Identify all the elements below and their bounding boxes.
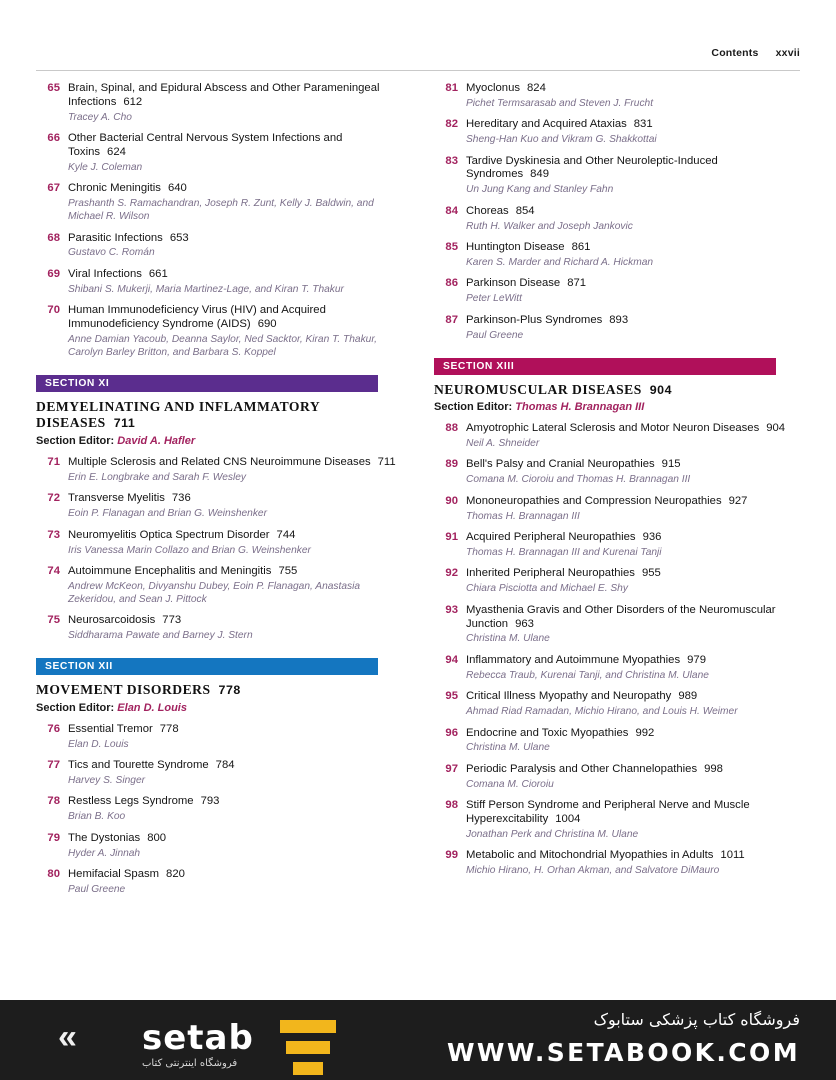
chapter-number: 69 <box>47 267 60 280</box>
chapter-title <box>466 849 800 863</box>
footer-banner <box>0 1000 836 1080</box>
chapter-number: 98 <box>445 799 458 812</box>
chapter-title <box>68 529 402 543</box>
chapter-title-text: The Dystonias <box>68 831 141 844</box>
chapter-number: 94 <box>445 653 458 666</box>
chapter-title-text: Neurosarcoidosis <box>68 614 156 627</box>
chapter-number: 72 <box>47 492 60 505</box>
toc-entry[interactable] <box>36 456 402 484</box>
chapter-title <box>68 232 402 246</box>
entry-body <box>68 759 402 787</box>
chapter-title-text: Brain, Spinal, and Epidural Abscess and Other Parameningeal Infections <box>68 82 380 108</box>
toc-entry[interactable] <box>36 529 402 557</box>
section-editor <box>36 702 402 714</box>
section-editor-name: David A. Hafler <box>117 435 196 448</box>
chapter-title-text: Viral Infections <box>68 267 142 280</box>
chapter-title <box>68 132 402 160</box>
chapter-number: 90 <box>445 494 458 507</box>
chapter-number: 80 <box>47 868 60 881</box>
chapter-title-text: Multiple Sclerosis and Related CNS Neuroimmune Diseases <box>68 456 371 469</box>
chapter-authors: Harvey S. Singer <box>68 774 146 786</box>
section-editor-name: Thomas H. Brannagan III <box>515 401 645 414</box>
toc-entry[interactable] <box>434 690 800 718</box>
chapter-page-number: 893 <box>609 313 629 326</box>
chapter-number: 65 <box>47 82 60 94</box>
section-editor-label: Section Editor: <box>434 401 513 414</box>
header-page-number: xxvii <box>775 47 800 59</box>
chapter-title <box>466 277 800 291</box>
chapter-number: 88 <box>445 422 458 435</box>
entry-body <box>466 763 800 791</box>
section-title-text: NEUROMUSCULAR DISEASES <box>434 381 642 397</box>
chapter-number: 93 <box>445 603 458 616</box>
chapter-title-text: Huntington Disease <box>466 241 565 254</box>
chapter-title-text: Restless Legs Syndrome <box>68 795 194 808</box>
entry-body <box>68 304 402 359</box>
chapter-page-number: 773 <box>162 614 182 627</box>
chapter-title-text: Choreas <box>466 204 509 217</box>
chapter-page-number: 820 <box>166 868 185 881</box>
chapter-title-text: Tics and Tourette Syndrome <box>68 759 209 772</box>
chapter-title-text: Inflammatory and Autoimmune Myopathies <box>466 653 681 666</box>
chapter-number: 71 <box>47 456 60 469</box>
chapter-title <box>466 155 800 183</box>
section-banner: SECTION XIII <box>434 358 776 375</box>
chapter-title <box>466 727 800 741</box>
chapter-title-text: Parasitic Infections <box>68 231 163 244</box>
entry-body <box>68 614 402 642</box>
section-banner: SECTION XII <box>36 658 378 675</box>
chapter-authors: Michio Hirano, H. Orhan Akman, and Salvatore DiMauro <box>466 865 720 877</box>
chapter-authors: Shibani S. Mukerji, Maria Martinez-Lage, and Kiran T. Thakur <box>68 283 344 295</box>
chapter-number: 91 <box>445 531 458 544</box>
chapter-title <box>68 268 402 282</box>
chapter-page-number: 653 <box>169 231 189 244</box>
toc-entry[interactable] <box>434 849 800 877</box>
chapter-page-number: 824 <box>527 82 546 94</box>
chapter-title-text: Acquired Peripheral Neuropathies <box>466 531 636 544</box>
toc-entry[interactable] <box>434 155 800 197</box>
chapter-title-text: Transverse Myelitis <box>68 492 165 505</box>
toc-entry[interactable] <box>434 118 800 146</box>
toc-columns <box>36 82 800 904</box>
chapter-page-number: 979 <box>687 653 706 666</box>
chapter-authors: Pichet Termsarasab and Steven J. Frucht <box>466 97 654 109</box>
chapter-page-number: 936 <box>642 531 662 544</box>
chapter-page-number: 755 <box>278 565 298 578</box>
chapter-authors: Ahmad Riad Ramadan, Michio Hirano, and Louis H. Weimer <box>466 706 738 718</box>
toc-entry[interactable] <box>36 492 402 520</box>
chapter-authors: Christina M. Ulane <box>466 633 550 645</box>
chapter-number: 83 <box>445 154 458 167</box>
chapter-title <box>466 654 800 668</box>
chapter-title <box>466 690 800 704</box>
chapter-page-number: 998 <box>704 762 723 775</box>
chapter-title <box>68 565 402 579</box>
entry-body <box>68 832 402 860</box>
chapter-title-text: Inherited Peripheral Neuropathies <box>466 567 635 580</box>
chapter-title-text: Mononeuropathies and Compression Neuropathies <box>466 494 722 507</box>
chapter-authors: Iris Vanessa Marin Collazo and Brian G. Weinshenker <box>68 544 311 556</box>
chapter-number: 78 <box>47 795 60 808</box>
toc-entry[interactable] <box>36 304 402 359</box>
chapter-page-number: 989 <box>678 690 698 703</box>
chapter-number: 74 <box>47 565 60 578</box>
chapter-title-text: Critical Illness Myopathy and Neuropathy <box>466 690 672 703</box>
chevron-left-icon: « <box>58 1018 77 1056</box>
chapter-title-text: Parkinson-Plus Syndromes <box>466 313 603 326</box>
chapter-number: 84 <box>445 204 458 217</box>
chapter-title-text: Tardive Dyskinesia and Other Neuroleptic-Induced Syndromes <box>466 154 718 181</box>
chapter-number: 95 <box>445 690 458 703</box>
chapter-number: 66 <box>47 132 60 145</box>
chapter-page-number: 624 <box>107 145 126 158</box>
chapter-title-text: Parkinson Disease <box>466 277 561 290</box>
toc-entry[interactable] <box>36 565 402 606</box>
section-page-number: 711 <box>113 416 136 431</box>
chapter-page-number: 736 <box>171 492 191 505</box>
chapter-title <box>68 759 402 773</box>
chapter-title <box>68 723 402 737</box>
chapter-title <box>68 614 402 628</box>
toc-entry[interactable] <box>434 531 800 559</box>
chapter-number: 76 <box>47 722 60 735</box>
chapter-page-number: 955 <box>641 567 661 580</box>
chapter-title-text: Neuromyelitis Optica Spectrum Disorder <box>68 528 270 541</box>
section-page-number: 904 <box>649 382 672 397</box>
chapter-title <box>466 495 800 509</box>
chapter-number: 70 <box>47 304 60 317</box>
section-editor-name: Elan D. Louis <box>117 701 187 714</box>
chapter-title <box>68 492 402 506</box>
chapter-authors: Hyder A. Jinnah <box>68 847 141 859</box>
chapter-page-number: 871 <box>567 277 587 290</box>
chapter-authors: Sheng-Han Kuo and Vikram G. Shakkottai <box>466 134 657 146</box>
toc-entry[interactable] <box>434 495 800 523</box>
toc-column-right <box>434 82 800 886</box>
entry-body <box>466 241 800 269</box>
chapter-title <box>466 422 800 436</box>
toc-entry[interactable] <box>36 132 402 174</box>
toc-entry[interactable] <box>36 759 402 787</box>
entry-body <box>466 531 800 559</box>
chapter-title <box>466 205 800 219</box>
entry-body <box>466 654 800 682</box>
chapter-title <box>466 567 800 581</box>
chapter-page-number: 927 <box>728 494 748 507</box>
chapter-title <box>466 458 800 472</box>
chapter-title <box>466 241 800 255</box>
chapter-authors: Comana M. Cioroiu and Thomas H. Brannagan III <box>466 474 691 486</box>
chapter-title-text: Hemifacial Spasm <box>68 868 160 881</box>
brand-subtitle: فروشگاه اینترنتی کتاب <box>142 1058 238 1069</box>
entry-body <box>466 118 800 146</box>
chapter-authors: Erin E. Longbrake and Sarah F. Wesley <box>68 471 247 483</box>
brand-wordmark: setab <box>142 1018 254 1058</box>
chapter-authors: Gustavo C. Román <box>68 247 155 259</box>
entry-body <box>466 849 800 877</box>
chapter-page-number: 854 <box>515 204 535 217</box>
chapter-page-number: 904 <box>766 422 786 435</box>
chapter-title <box>68 182 402 196</box>
chapter-page-number: 793 <box>200 795 220 808</box>
chapter-title <box>466 82 800 96</box>
chapter-number: 86 <box>445 277 458 290</box>
chapter-title-text: Endocrine and Toxic Myopathies <box>466 726 629 739</box>
chapter-authors: Christina M. Ulane <box>466 742 550 754</box>
toc-entry[interactable] <box>36 614 402 642</box>
entry-body <box>466 422 800 450</box>
chapter-title-text: Stiff Person Syndrome and Peripheral Nerve and Muscle Hyperexcitability <box>466 799 750 825</box>
chapter-title <box>466 763 800 777</box>
chapter-number: 79 <box>47 831 60 844</box>
toc-entry[interactable] <box>434 604 800 646</box>
header-label: Contents <box>711 47 759 59</box>
chapter-number: 99 <box>445 849 458 862</box>
footer-persian-title: فروشگاه کتاب پزشکی ستابوک <box>593 1010 800 1029</box>
chapter-page-number: 661 <box>148 267 168 280</box>
chapter-page-number: 744 <box>276 528 296 541</box>
footer-url[interactable]: WWW.SETABOOK.COM <box>446 1038 800 1067</box>
chapter-number: 85 <box>445 241 458 254</box>
chapter-authors: Andrew McKeon, Divyanshu Dubey, Eoin P. Flanagan, Anastasia Zekeridou, and Sean J. Pittock <box>68 580 361 605</box>
chapter-authors: Chiara Pisciotta and Michael E. Shy <box>466 583 628 595</box>
toc-entry[interactable] <box>434 763 800 791</box>
section-editor <box>36 435 402 447</box>
chapter-number: 92 <box>445 567 458 580</box>
toc-entry[interactable] <box>36 832 402 860</box>
chapter-title-text: Bell's Palsy and Cranial Neuropathies <box>466 458 655 471</box>
toc-entry[interactable] <box>434 82 800 110</box>
chapter-authors: Eoin P. Flanagan and Brian G. Weinshenker <box>68 508 267 520</box>
entry-body <box>68 529 402 557</box>
chapter-title-text: Myoclonus <box>466 82 520 94</box>
toc-entry[interactable] <box>36 723 402 751</box>
section-title <box>434 382 800 399</box>
chapter-page-number: 690 <box>257 318 277 331</box>
chapter-page-number: 640 <box>167 182 187 195</box>
chapter-title-text: Other Bacterial Central Nervous System Infections and Toxins <box>68 132 343 158</box>
chapter-title <box>466 531 800 545</box>
page-header <box>711 47 800 59</box>
chapter-number: 82 <box>445 118 458 131</box>
chapter-title-text: Periodic Paralysis and Other Channelopathies <box>466 762 698 775</box>
chapter-authors: Anne Damian Yacoub, Deanna Saylor, Ned Sacktor, Kiran T. Thakur, Carolyn Barley Britton, and Barbara S. Koppel <box>68 333 378 358</box>
chapter-title-text: Metabolic and Mitochondrial Myopathies in Adults <box>466 849 714 862</box>
chapter-title <box>68 832 402 846</box>
entry-body <box>68 232 402 260</box>
toc-entry[interactable] <box>36 182 402 223</box>
chapter-title <box>68 795 402 809</box>
chapter-authors: Brian B. Koo <box>68 811 126 823</box>
section-editor-label: Section Editor: <box>36 701 115 714</box>
chapter-authors: Neil A. Shneider <box>466 437 540 449</box>
chapter-title <box>466 314 800 328</box>
entry-body <box>466 82 800 110</box>
toc-entry[interactable] <box>434 314 800 342</box>
chapter-page-number: 612 <box>123 95 143 108</box>
toc-entry[interactable] <box>434 654 800 682</box>
toc-entry[interactable] <box>434 277 800 305</box>
entry-body <box>466 155 800 197</box>
chapter-authors: Paul Greene <box>466 329 524 341</box>
chapter-title <box>68 82 402 110</box>
chapter-title <box>68 868 402 882</box>
toc-entry[interactable] <box>36 268 402 296</box>
toc-entry[interactable] <box>36 82 402 124</box>
section-page-number: 778 <box>218 683 241 698</box>
entry-body <box>68 492 402 520</box>
chapter-authors: Kyle J. Coleman <box>68 161 143 173</box>
section-header <box>36 375 402 447</box>
chapter-authors: Paul Greene <box>68 883 126 895</box>
entry-body <box>68 268 402 296</box>
chapter-page-number: 784 <box>215 759 235 772</box>
chapter-page-number: 778 <box>159 722 179 735</box>
setabook-logo <box>58 1012 358 1070</box>
chapter-title <box>466 799 800 827</box>
chapter-page-number: 861 <box>571 241 591 254</box>
chapter-title-text: Chronic Meningitis <box>68 182 161 195</box>
toc-entry[interactable] <box>434 241 800 269</box>
entry-body <box>466 314 800 342</box>
toc-column-left <box>36 82 402 904</box>
toc-entry[interactable] <box>434 567 800 595</box>
section-header <box>434 358 800 414</box>
chapter-authors: Ruth H. Walker and Joseph Jankovic <box>466 220 633 232</box>
toc-entry[interactable] <box>434 205 800 233</box>
chapter-authors: Comana M. Cioroiu <box>466 778 554 790</box>
toc-entry[interactable] <box>36 232 402 260</box>
toc-entry[interactable] <box>434 458 800 486</box>
chapter-number: 68 <box>47 231 60 244</box>
entry-body <box>68 182 402 223</box>
chapter-title-text: Amyotrophic Lateral Sclerosis and Motor Neuron Diseases <box>466 422 760 435</box>
toc-entry[interactable] <box>434 799 800 841</box>
chapter-page-number: 915 <box>661 458 681 471</box>
section-title-text: MOVEMENT DISORDERS <box>36 682 211 698</box>
entry-body <box>68 795 402 823</box>
chapter-authors: Elan D. Louis <box>68 738 129 750</box>
entry-body <box>466 604 800 646</box>
entry-body <box>68 723 402 751</box>
chapter-authors: Jonathan Perk and Christina M. Ulane <box>466 828 639 840</box>
entry-body <box>466 727 800 755</box>
chapter-authors: Peter LeWitt <box>466 293 522 305</box>
chapter-authors: Karen S. Marder and Richard A. Hickman <box>466 256 654 268</box>
entry-body <box>466 495 800 523</box>
chapter-number: 89 <box>445 458 458 471</box>
chapter-authors: Un Jung Kang and Stanley Fahn <box>466 184 614 196</box>
chapter-number: 96 <box>445 726 458 739</box>
chapter-page-number: 849 <box>530 168 549 181</box>
chapter-number: 81 <box>445 82 458 94</box>
entry-body <box>68 82 402 124</box>
entry-body <box>68 456 402 484</box>
section-banner: SECTION XI <box>36 375 378 392</box>
entry-body <box>466 799 800 841</box>
chapter-authors: Prashanth S. Ramachandran, Joseph R. Zunt, Kelly J. Baldwin, and Michael R. Wilson <box>68 198 374 223</box>
section-header <box>36 658 402 714</box>
entry-body <box>466 277 800 305</box>
chapter-page-number: 992 <box>635 726 655 739</box>
section-editor <box>434 401 800 413</box>
entry-body <box>466 205 800 233</box>
entry-body <box>68 132 402 174</box>
entry-body <box>466 567 800 595</box>
chapter-title-text: Myasthenia Gravis and Other Disorders of the Neuromuscular Junction <box>466 603 776 630</box>
chapter-number: 97 <box>445 762 458 775</box>
chapter-authors: Siddharama Pawate and Barney J. Stern <box>68 630 253 642</box>
chapter-authors: Thomas H. Brannagan III and Kurenai Tanji <box>466 546 662 558</box>
chapter-title <box>466 118 800 132</box>
entry-body <box>466 690 800 718</box>
chapter-page-number: 831 <box>633 118 653 131</box>
section-title <box>36 399 402 432</box>
chapter-number: 77 <box>47 759 60 772</box>
section-editor-label: Section Editor: <box>36 435 115 448</box>
entry-body <box>68 868 402 896</box>
header-divider <box>36 70 800 71</box>
chapter-page-number: 711 <box>377 456 396 469</box>
toc-entry[interactable] <box>36 868 402 896</box>
entry-body <box>466 458 800 486</box>
chapter-number: 87 <box>445 313 458 326</box>
chapter-title-text: Hereditary and Acquired Ataxias <box>466 118 627 131</box>
toc-entry[interactable] <box>434 727 800 755</box>
chapter-authors: Thomas H. Brannagan III <box>466 510 580 522</box>
chapter-page-number: 1004 <box>555 813 581 825</box>
section-title <box>36 682 402 699</box>
chapter-title-text: Autoimmune Encephalitis and Meningitis <box>68 565 272 578</box>
section-title-text: DEMYELINATING AND INFLAMMATORY DISEASES <box>36 398 320 431</box>
chapter-number: 67 <box>47 182 60 195</box>
entry-body <box>68 565 402 606</box>
toc-entry[interactable] <box>36 795 402 823</box>
chapter-title-text: Human Immunodeficiency Virus (HIV) and Acquired Immunodeficiency Syndrome (AIDS) <box>68 304 326 331</box>
toc-entry[interactable] <box>434 422 800 450</box>
chapter-page-number: 800 <box>147 831 167 844</box>
chapter-page-number: 963 <box>515 617 534 630</box>
chapter-authors: Rebecca Traub, Kurenai Tanji, and Christina M. Ulane <box>466 669 709 681</box>
chapter-number: 73 <box>47 528 60 541</box>
chapter-number: 75 <box>47 614 60 627</box>
chapter-title <box>68 456 402 470</box>
chapter-page-number: 1011 <box>720 849 745 862</box>
chapter-title <box>466 604 800 632</box>
chapter-title <box>68 304 402 332</box>
chapter-title-text: Essential Tremor <box>68 722 153 735</box>
chapter-authors: Tracey A. Cho <box>68 111 132 123</box>
logo-mark <box>280 1020 336 1076</box>
